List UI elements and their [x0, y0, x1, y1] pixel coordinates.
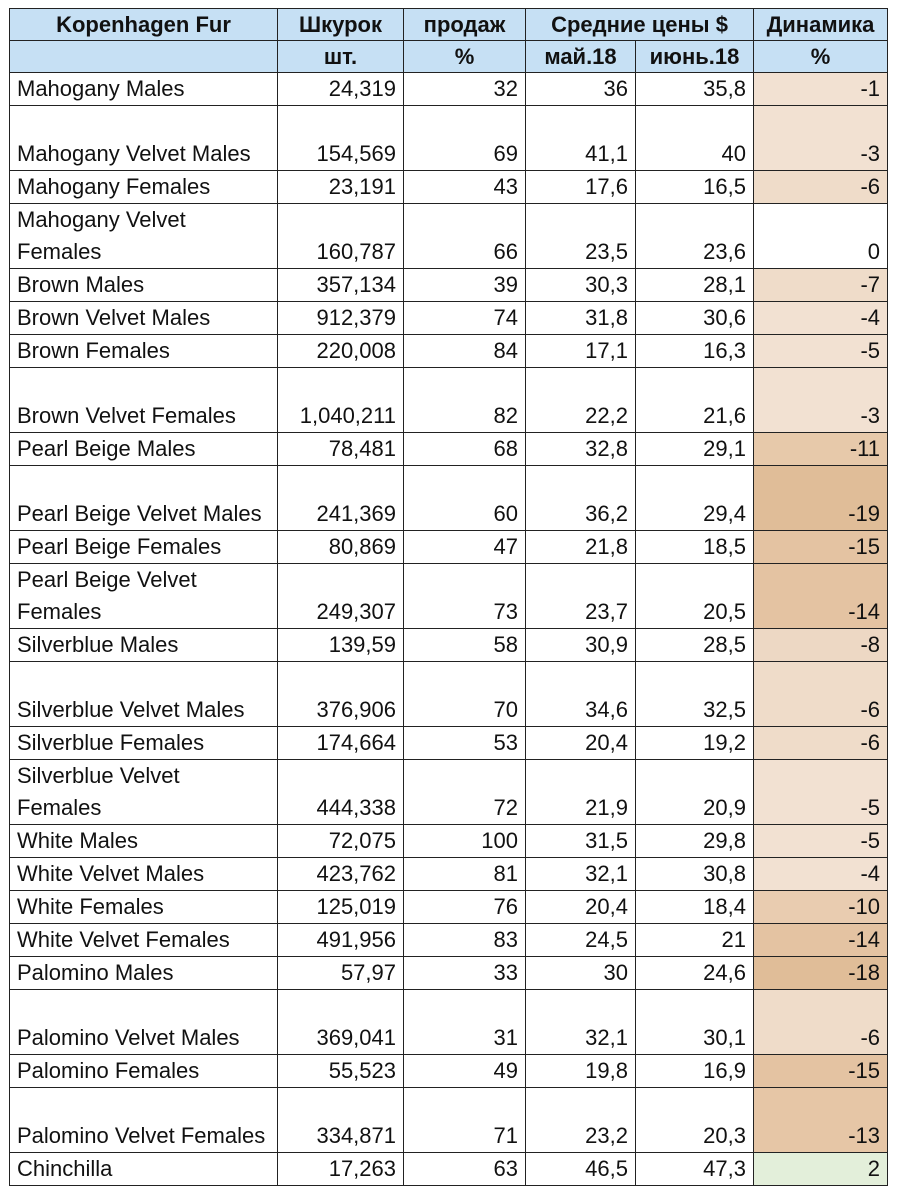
cell-price-may: 32,8	[526, 433, 636, 466]
cell-sales: 53	[404, 727, 526, 760]
cell-price-june: 40	[636, 106, 754, 171]
cell-dynamics: -14	[754, 924, 888, 957]
table-row	[10, 1153, 888, 1186]
cell-price-june: 29,1	[636, 433, 754, 466]
cell-sales: 83	[404, 924, 526, 957]
cell-price-june: 30,1	[636, 990, 754, 1055]
cell-name: Brown Velvet Females	[10, 368, 278, 433]
cell-dynamics: -14	[754, 564, 888, 629]
cell-name: Pearl Beige Velvet Females	[10, 564, 278, 629]
table-row	[10, 204, 888, 269]
cell-skins: 24,319	[278, 73, 404, 106]
header-sub-dynamics: %	[754, 41, 888, 73]
cell-price-may: 19,8	[526, 1055, 636, 1088]
cell-skins: 369,041	[278, 990, 404, 1055]
cell-price-june: 16,9	[636, 1055, 754, 1088]
cell-name: Silverblue Velvet Males	[10, 662, 278, 727]
cell-dynamics: -4	[754, 302, 888, 335]
cell-sales: 58	[404, 629, 526, 662]
cell-price-may: 30,3	[526, 269, 636, 302]
cell-dynamics: -5	[754, 335, 888, 368]
cell-price-june: 35,8	[636, 73, 754, 106]
cell-skins: 17,263	[278, 1153, 404, 1186]
cell-dynamics: -6	[754, 171, 888, 204]
cell-sales: 47	[404, 531, 526, 564]
table-row	[10, 924, 888, 957]
cell-sales: 74	[404, 302, 526, 335]
cell-skins: 80,869	[278, 531, 404, 564]
cell-sales: 72	[404, 760, 526, 825]
cell-price-june: 29,4	[636, 466, 754, 531]
table-row	[10, 531, 888, 564]
table-header	[10, 9, 888, 73]
cell-dynamics: -18	[754, 957, 888, 990]
cell-dynamics: -6	[754, 662, 888, 727]
cell-skins: 376,906	[278, 662, 404, 727]
header-sub-may: май.18	[526, 41, 636, 73]
cell-skins: 23,191	[278, 171, 404, 204]
cell-price-june: 16,5	[636, 171, 754, 204]
cell-skins: 1,040,211	[278, 368, 404, 433]
cell-dynamics: -13	[754, 1088, 888, 1153]
table-row	[10, 1088, 888, 1153]
cell-name: Silverblue Females	[10, 727, 278, 760]
cell-dynamics: -5	[754, 760, 888, 825]
header-row-units	[10, 41, 888, 73]
header-sub-name	[10, 41, 278, 73]
cell-price-june: 32,5	[636, 662, 754, 727]
cell-dynamics: -7	[754, 269, 888, 302]
header-prices: Средние цены $	[526, 9, 754, 41]
header-skins: Шкурок	[278, 9, 404, 41]
cell-price-may: 23,2	[526, 1088, 636, 1153]
cell-dynamics: -10	[754, 891, 888, 924]
cell-price-may: 23,5	[526, 204, 636, 269]
cell-name: White Velvet Females	[10, 924, 278, 957]
cell-sales: 68	[404, 433, 526, 466]
cell-skins: 154,569	[278, 106, 404, 171]
cell-dynamics: -1	[754, 73, 888, 106]
cell-price-may: 21,9	[526, 760, 636, 825]
cell-skins: 139,59	[278, 629, 404, 662]
cell-dynamics: -4	[754, 858, 888, 891]
cell-skins: 160,787	[278, 204, 404, 269]
cell-sales: 49	[404, 1055, 526, 1088]
table-row	[10, 433, 888, 466]
cell-price-may: 31,8	[526, 302, 636, 335]
table-row	[10, 858, 888, 891]
cell-skins: 249,307	[278, 564, 404, 629]
cell-sales: 71	[404, 1088, 526, 1153]
table-row	[10, 629, 888, 662]
cell-name: Mahogany Velvet Males	[10, 106, 278, 171]
cell-dynamics: -5	[754, 825, 888, 858]
cell-sales: 63	[404, 1153, 526, 1186]
cell-skins: 174,664	[278, 727, 404, 760]
cell-name: Silverblue Males	[10, 629, 278, 662]
cell-name: White Velvet Males	[10, 858, 278, 891]
cell-name: Mahogany Females	[10, 171, 278, 204]
cell-price-may: 36	[526, 73, 636, 106]
cell-name: Pearl Beige Males	[10, 433, 278, 466]
cell-name: Brown Females	[10, 335, 278, 368]
cell-price-may: 20,4	[526, 727, 636, 760]
cell-dynamics: -6	[754, 727, 888, 760]
cell-price-june: 21	[636, 924, 754, 957]
table-row	[10, 957, 888, 990]
cell-name: Brown Velvet Males	[10, 302, 278, 335]
cell-price-may: 20,4	[526, 891, 636, 924]
cell-price-june: 18,4	[636, 891, 754, 924]
cell-skins: 912,379	[278, 302, 404, 335]
table-row	[10, 368, 888, 433]
cell-sales: 60	[404, 466, 526, 531]
table-body	[10, 73, 888, 1186]
table-row	[10, 727, 888, 760]
cell-sales: 84	[404, 335, 526, 368]
cell-skins: 57,97	[278, 957, 404, 990]
table-row	[10, 73, 888, 106]
cell-skins: 444,338	[278, 760, 404, 825]
cell-name: Pearl Beige Velvet Males	[10, 466, 278, 531]
cell-sales: 32	[404, 73, 526, 106]
cell-name: Mahogany Males	[10, 73, 278, 106]
cell-name: Palomino Velvet Males	[10, 990, 278, 1055]
table-row	[10, 825, 888, 858]
cell-dynamics: -8	[754, 629, 888, 662]
table-row	[10, 335, 888, 368]
cell-dynamics: -15	[754, 531, 888, 564]
cell-price-june: 23,6	[636, 204, 754, 269]
table-row	[10, 990, 888, 1055]
cell-price-may: 32,1	[526, 990, 636, 1055]
cell-name: Palomino Males	[10, 957, 278, 990]
cell-price-june: 24,6	[636, 957, 754, 990]
cell-price-june: 30,8	[636, 858, 754, 891]
cell-dynamics: 0	[754, 204, 888, 269]
cell-sales: 69	[404, 106, 526, 171]
cell-name: Palomino Females	[10, 1055, 278, 1088]
table-row	[10, 269, 888, 302]
cell-dynamics: -19	[754, 466, 888, 531]
cell-price-may: 36,2	[526, 466, 636, 531]
table-row	[10, 106, 888, 171]
cell-sales: 66	[404, 204, 526, 269]
cell-sales: 43	[404, 171, 526, 204]
cell-sales: 100	[404, 825, 526, 858]
cell-price-june: 30,6	[636, 302, 754, 335]
cell-sales: 81	[404, 858, 526, 891]
cell-sales: 31	[404, 990, 526, 1055]
cell-price-may: 31,5	[526, 825, 636, 858]
cell-skins: 491,956	[278, 924, 404, 957]
cell-price-june: 20,3	[636, 1088, 754, 1153]
table-row	[10, 171, 888, 204]
fur-price-table	[9, 8, 888, 1186]
cell-dynamics: -11	[754, 433, 888, 466]
cell-dynamics: -6	[754, 990, 888, 1055]
cell-price-june: 28,5	[636, 629, 754, 662]
cell-skins: 241,369	[278, 466, 404, 531]
table-row	[10, 760, 888, 825]
cell-dynamics: -3	[754, 368, 888, 433]
header-row-top	[10, 9, 888, 41]
cell-skins: 72,075	[278, 825, 404, 858]
header-sub-sales: %	[404, 41, 526, 73]
cell-price-may: 30	[526, 957, 636, 990]
cell-skins: 423,762	[278, 858, 404, 891]
table-row	[10, 564, 888, 629]
cell-price-june: 47,3	[636, 1153, 754, 1186]
cell-sales: 33	[404, 957, 526, 990]
cell-skins: 357,134	[278, 269, 404, 302]
price-table-container	[9, 8, 888, 1186]
cell-sales: 76	[404, 891, 526, 924]
cell-dynamics: -3	[754, 106, 888, 171]
cell-sales: 73	[404, 564, 526, 629]
cell-skins: 78,481	[278, 433, 404, 466]
cell-name: White Males	[10, 825, 278, 858]
table-row	[10, 1055, 888, 1088]
cell-price-june: 19,2	[636, 727, 754, 760]
cell-skins: 125,019	[278, 891, 404, 924]
cell-price-may: 46,5	[526, 1153, 636, 1186]
table-row	[10, 662, 888, 727]
cell-price-may: 21,8	[526, 531, 636, 564]
cell-name: Pearl Beige Females	[10, 531, 278, 564]
cell-price-june: 20,5	[636, 564, 754, 629]
cell-name: White Females	[10, 891, 278, 924]
table-row	[10, 466, 888, 531]
cell-name: Mahogany Velvet Females	[10, 204, 278, 269]
cell-price-june: 28,1	[636, 269, 754, 302]
cell-sales: 39	[404, 269, 526, 302]
header-sales: продаж	[404, 9, 526, 41]
table-row	[10, 302, 888, 335]
header-dynamics: Динамика	[754, 9, 888, 41]
header-name: Kopenhagen Fur	[10, 9, 278, 41]
cell-price-june: 18,5	[636, 531, 754, 564]
cell-price-may: 23,7	[526, 564, 636, 629]
cell-skins: 334,871	[278, 1088, 404, 1153]
cell-price-may: 30,9	[526, 629, 636, 662]
cell-price-june: 20,9	[636, 760, 754, 825]
cell-price-june: 21,6	[636, 368, 754, 433]
cell-price-may: 22,2	[526, 368, 636, 433]
cell-skins: 55,523	[278, 1055, 404, 1088]
cell-name: Brown Males	[10, 269, 278, 302]
cell-price-may: 17,6	[526, 171, 636, 204]
cell-sales: 70	[404, 662, 526, 727]
cell-price-may: 32,1	[526, 858, 636, 891]
header-sub-skins: шт.	[278, 41, 404, 73]
cell-price-may: 41,1	[526, 106, 636, 171]
cell-price-may: 34,6	[526, 662, 636, 727]
cell-dynamics: -15	[754, 1055, 888, 1088]
cell-price-june: 29,8	[636, 825, 754, 858]
cell-dynamics: 2	[754, 1153, 888, 1186]
cell-name: Silverblue Velvet Females	[10, 760, 278, 825]
cell-price-may: 17,1	[526, 335, 636, 368]
table-row	[10, 891, 888, 924]
cell-price-may: 24,5	[526, 924, 636, 957]
cell-sales: 82	[404, 368, 526, 433]
header-sub-june: июнь.18	[636, 41, 754, 73]
cell-name: Palomino Velvet Females	[10, 1088, 278, 1153]
cell-name: Chinchilla	[10, 1153, 278, 1186]
cell-skins: 220,008	[278, 335, 404, 368]
cell-price-june: 16,3	[636, 335, 754, 368]
